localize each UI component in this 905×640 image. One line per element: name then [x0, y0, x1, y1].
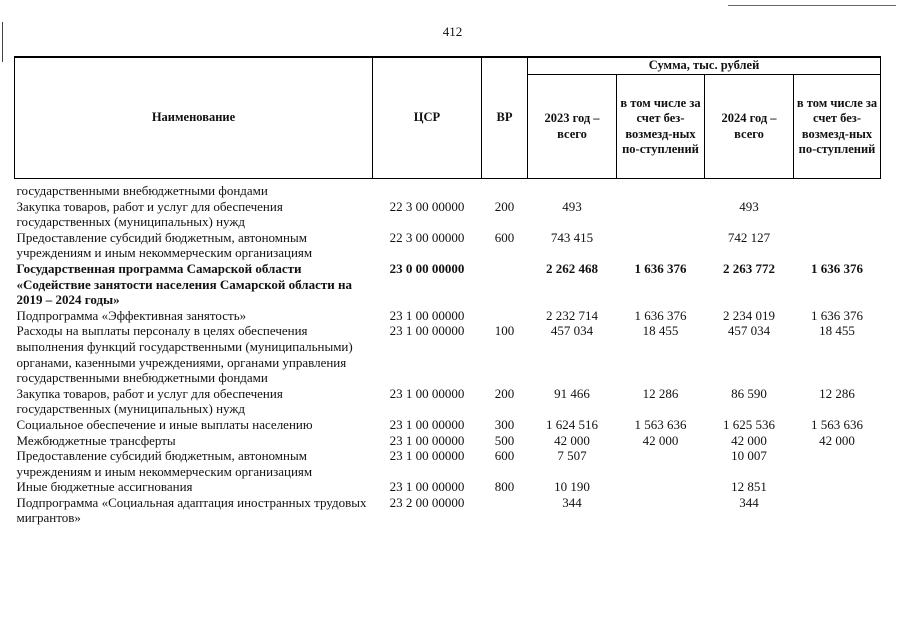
row-2024-free	[794, 479, 881, 495]
row-2023-total: 1 624 516	[546, 416, 598, 432]
row-2024-total: 2 263 772	[723, 260, 775, 276]
header-csr: ЦСР	[373, 57, 482, 179]
row-2024-total: 12 851	[731, 479, 767, 495]
row-2024-total: 2 234 019	[723, 307, 775, 323]
table-row	[15, 448, 881, 479]
row-2024-free: 42 000	[819, 432, 855, 448]
header-name: Наименование	[15, 57, 373, 179]
row-2024-free	[794, 199, 881, 230]
table-row	[15, 386, 881, 417]
table-row	[15, 308, 881, 324]
table-row	[15, 183, 881, 199]
row-2023-free	[617, 448, 705, 479]
row-csr: 23 2 00 00000	[389, 494, 465, 510]
row-csr: 23 0 00 00000	[389, 260, 465, 276]
row-2024-free	[794, 448, 881, 479]
row-name: Межбюджетные трансферты	[16, 432, 176, 448]
row-2023-free: 18 455	[642, 323, 679, 339]
header-vr: ВР	[482, 57, 528, 179]
row-2024-free: 18 455	[819, 323, 855, 339]
row-2024-free	[794, 183, 881, 199]
row-csr: 23 1 00 00000	[389, 385, 465, 401]
row-2023-total: 493	[562, 198, 582, 214]
row-name: государственными внебюджетными фондами	[16, 183, 268, 198]
row-2023-total: 344	[562, 494, 582, 510]
row-2023-total: 7 507	[557, 448, 587, 464]
row-2023-total: 91 466	[554, 385, 590, 401]
row-2024-total	[705, 183, 794, 199]
row-2024-free: 1 636 376	[811, 260, 864, 276]
row-2023-free	[617, 183, 705, 199]
row-2023-total: 10 190	[554, 479, 590, 495]
row-name: Предоставление субсидий бюджетным, автономным учреждениям и иным некоммерческим организациям	[16, 448, 313, 479]
row-csr: 23 1 00 00000	[389, 448, 465, 464]
table-row	[15, 230, 881, 261]
row-2023-total: 457 034	[550, 323, 594, 339]
row-name: Закупка товаров, работ и услуг для обеспечения государственных (муниципальных) нужд	[16, 385, 283, 417]
row-2023-free: 1 636 376	[634, 260, 687, 276]
row-2023-free: 1 636 376	[634, 307, 687, 323]
row-2024-free: 1 563 636	[811, 416, 864, 432]
table-row	[15, 417, 881, 433]
row-2024-total: 457 034	[727, 323, 771, 339]
row-vr	[482, 261, 528, 308]
row-vr	[482, 495, 528, 526]
row-name: Закупка товаров, работ и услуг для обеспечения государственных (муниципальных) нужд	[16, 198, 283, 230]
table-row	[15, 495, 881, 526]
row-2023-free	[617, 230, 705, 261]
row-vr: 500	[494, 432, 515, 448]
row-name: Социальное обеспечение и иные выплаты населению	[16, 416, 313, 432]
row-csr: 23 1 00 00000	[389, 323, 465, 339]
header-2024-total: 2024 год – всего	[705, 75, 794, 179]
row-vr: 600	[494, 448, 515, 464]
row-name: Подпрограмма «Социальная адаптация иностранных трудовых мигрантов»	[16, 494, 367, 526]
row-2024-free: 12 286	[819, 385, 855, 401]
row-2024-free	[794, 495, 881, 526]
row-2023-total	[528, 183, 617, 199]
row-csr: 23 1 00 00000	[389, 432, 465, 448]
row-2023-total: 2 232 714	[546, 307, 598, 323]
page-number: 412	[442, 24, 463, 39]
row-vr	[482, 183, 528, 199]
row-2024-total: 742 127	[727, 229, 771, 245]
row-2024-total: 10 007	[731, 448, 767, 464]
row-name: Расходы на выплаты персоналу в целях обеспечения выполнения функций государственными (муниципальными) органами, казенными учреждениями, органами управления государственными внебюджетными фондами	[16, 323, 353, 386]
row-vr: 600	[494, 229, 515, 245]
budget-table	[14, 56, 881, 526]
row-vr: 200	[494, 385, 515, 401]
row-2023-free	[617, 199, 705, 230]
row-2024-total: 493	[739, 198, 759, 214]
top-rule	[728, 5, 896, 6]
row-vr	[482, 308, 528, 324]
row-2024-total: 1 625 536	[723, 416, 775, 432]
row-2023-free	[617, 495, 705, 526]
row-2024-total: 344	[739, 494, 759, 510]
row-2023-total: 2 262 468	[546, 260, 598, 276]
header-sum-group: Сумма, тыс. рублей	[528, 57, 881, 75]
row-name: Подпрограмма «Эффективная занятость»	[16, 307, 247, 323]
table-row	[15, 261, 881, 308]
row-2024-free	[794, 230, 881, 261]
header-2023-total: 2023 год – всего	[528, 75, 617, 179]
row-2023-free: 1 563 636	[634, 416, 687, 432]
row-csr: 23 1 00 00000	[389, 479, 465, 495]
row-csr: 22 3 00 00000	[389, 198, 465, 214]
row-vr: 200	[494, 198, 515, 214]
row-2023-free: 12 286	[642, 385, 679, 401]
row-2023-free: 42 000	[642, 432, 679, 448]
row-vr: 300	[494, 416, 515, 432]
row-vr: 800	[494, 479, 515, 495]
row-name: Государственная программа Самарской области «Содействие занятости населения Самарской области на 2019 – 2024 годы»	[16, 260, 352, 308]
row-csr: 22 3 00 00000	[389, 229, 465, 245]
table-row	[15, 433, 881, 449]
row-csr: 23 1 00 00000	[389, 416, 465, 432]
row-csr: 23 1 00 00000	[389, 307, 465, 323]
row-2024-total: 86 590	[731, 385, 767, 401]
row-2023-total: 743 415	[550, 229, 594, 245]
row-csr	[373, 183, 482, 199]
table-row	[15, 479, 881, 495]
row-2024-free: 1 636 376	[811, 307, 864, 323]
row-2024-total: 42 000	[731, 432, 767, 448]
row-name: Предоставление субсидий бюджетным, автономным учреждениям и иным некоммерческим организациям	[16, 229, 313, 261]
table-row	[15, 323, 881, 385]
row-2023-total: 42 000	[554, 432, 590, 448]
row-name: Иные бюджетные ассигнования	[16, 479, 193, 495]
row-2023-free	[617, 479, 705, 495]
table-row	[15, 199, 881, 230]
header-2024-free: в том числе за счет без-возмезд-ных по-ступлений	[794, 75, 881, 179]
header-2023-free: в том числе за счет без-возмезд-ных по-ступлений	[617, 75, 705, 179]
row-vr: 100	[494, 323, 515, 339]
